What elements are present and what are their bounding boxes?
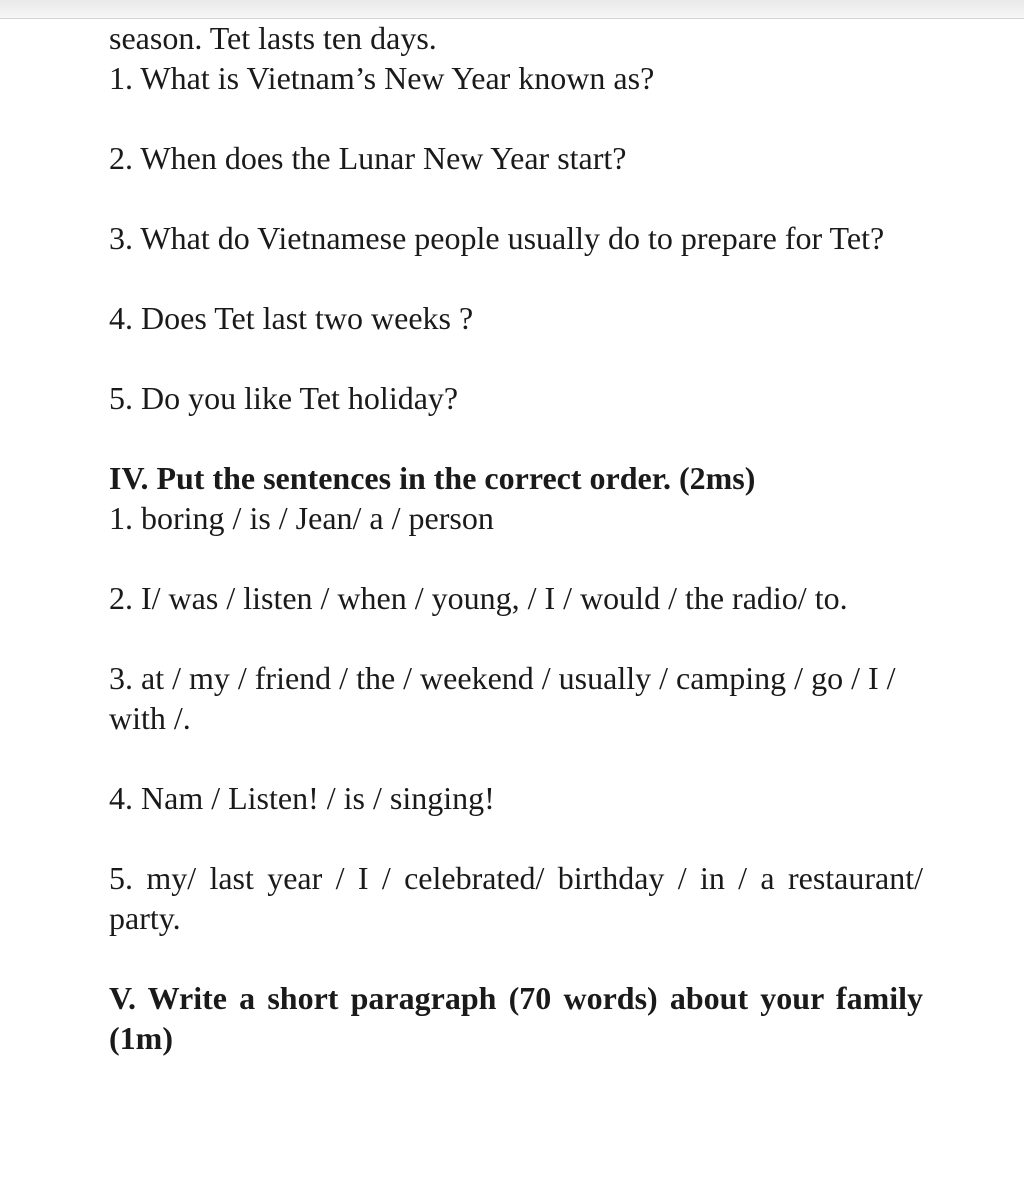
reading-question-1: 1. What is Vietnam’s New Year known as? <box>109 60 655 96</box>
section-v-heading: V. Write a short paragraph (70 words) about your family (1m) <box>109 980 923 1056</box>
reorder-item-2: 2. I/ was / listen / when / young, / I / would / the radio/ to. <box>109 580 848 616</box>
reading-question-3: 3. What do Vietnamese people usually do to prepare for Tet? <box>109 220 885 256</box>
reorder-item-4: 4. Nam / Listen! / is / singing! <box>109 780 495 816</box>
reading-question-5: 5. Do you like Tet holiday? <box>109 380 459 416</box>
reorder-item-1: 1. boring / is / Jean/ a / person <box>109 500 494 536</box>
top-edge-strip <box>0 0 1024 19</box>
reading-question-4: 4. Does Tet last two weeks ? <box>109 300 474 336</box>
reorder-item-3: 3. at / my / friend / the / weekend / usually / camping / go / I / with /. <box>109 660 896 736</box>
reading-question-2: 2. When does the Lunar New Year start? <box>109 140 627 176</box>
intro-tail-text: season. Tet lasts ten days. <box>109 20 437 56</box>
reorder-item-5: 5. my/ last year / I / celebrated/ birthday / in / a restaurant/ party. <box>109 860 923 936</box>
section-iv-heading: IV. Put the sentences in the correct order. (2ms) <box>109 460 756 496</box>
worksheet-page <box>109 18 923 1058</box>
